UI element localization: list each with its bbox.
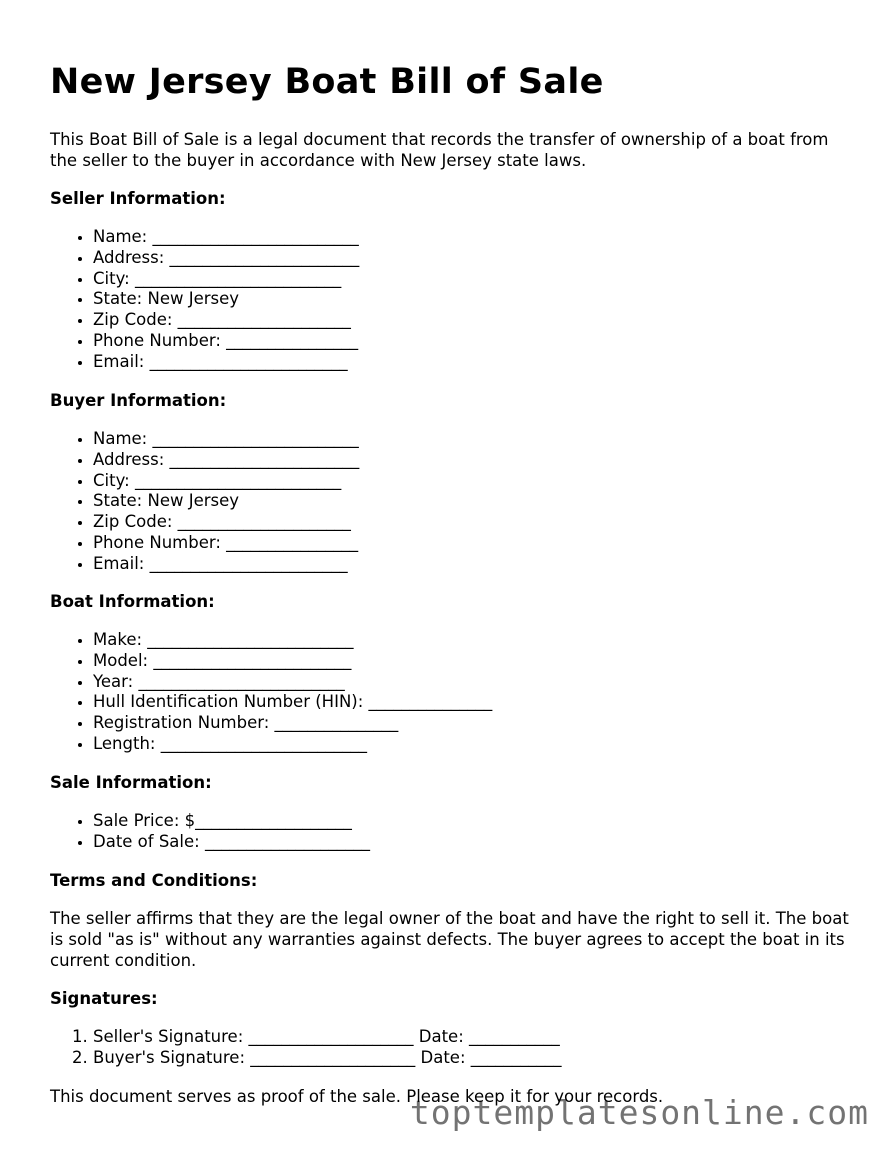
seller-name-field: • Name: _________________________ (93, 227, 893, 248)
boat-make-field: • Make: _________________________ (93, 630, 893, 651)
boat-heading: Boat Information: (50, 592, 215, 611)
buyer-email-field: • Email: ________________________ (93, 554, 893, 575)
buyer-list (50, 429, 893, 575)
sale-list (50, 811, 893, 853)
seller-address-field: • Address: _______________________ (93, 248, 893, 269)
seller-zip-field: • Zip Code: _____________________ (93, 310, 893, 331)
buyer-city-field: • City: _________________________ (93, 471, 893, 492)
terms-heading: Terms and Conditions: (50, 871, 258, 890)
terms-paragraph: The seller affirms that they are the legal owner of the boat and have the right to sell it. The boat is sold "as is" without any warranties against defects. The buyer agrees to accept the boat in its current condition. (50, 909, 849, 970)
intro-paragraph: This Boat Bill of Sale is a legal document that records the transfer of ownership of a boat from the seller to the buyer in accordance with New Jersey state laws. (50, 130, 829, 170)
buyer-state-field: • State: New Jersey (93, 491, 893, 512)
seller-list (50, 227, 893, 373)
signatures-heading: Signatures: (50, 989, 158, 1008)
boat-year-field: • Year: _________________________ (93, 672, 893, 693)
seller-phone-field: • Phone Number: ________________ (93, 331, 893, 352)
buyer-address-field: • Address: _______________________ (93, 450, 893, 471)
seller-email-field: • Email: ________________________ (93, 352, 893, 373)
buyer-phone-field: • Phone Number: ________________ (93, 533, 893, 554)
boat-list (50, 630, 893, 755)
boat-hin-field: • Hull Identification Number (HIN): _______________ (93, 692, 893, 713)
signatures-list (50, 1027, 893, 1069)
seller-signature-line: 1. Seller's Signature: ____________________ Date: ___________ (93, 1027, 893, 1048)
buyer-heading: Buyer Information: (50, 391, 227, 410)
closing-paragraph: This document serves as proof of the sale. Please keep it for your records. (50, 1087, 664, 1106)
buyer-zip-field: • Zip Code: _____________________ (93, 512, 893, 533)
seller-city-field: • City: _________________________ (93, 269, 893, 290)
buyer-name-field: • Name: _________________________ (93, 429, 893, 450)
boat-length-field: • Length: _________________________ (93, 734, 893, 755)
boat-model-field: • Model: ________________________ (93, 651, 893, 672)
sale-price-field: • Sale Price: $___________________ (93, 811, 893, 832)
sale-heading: Sale Information: (50, 773, 212, 792)
buyer-signature-line: 2. Buyer's Signature: ____________________ Date: ___________ (93, 1048, 893, 1069)
seller-state-field: • State: New Jersey (93, 289, 893, 310)
boat-registration-field: • Registration Number: _______________ (93, 713, 893, 734)
watermark-text: toptemplatesonline.com (409, 1093, 869, 1132)
sale-date-field: • Date of Sale: ____________________ (93, 832, 893, 853)
seller-heading: Seller Information: (50, 189, 226, 208)
document-title: New Jersey Boat Bill of Sale (50, 62, 604, 102)
